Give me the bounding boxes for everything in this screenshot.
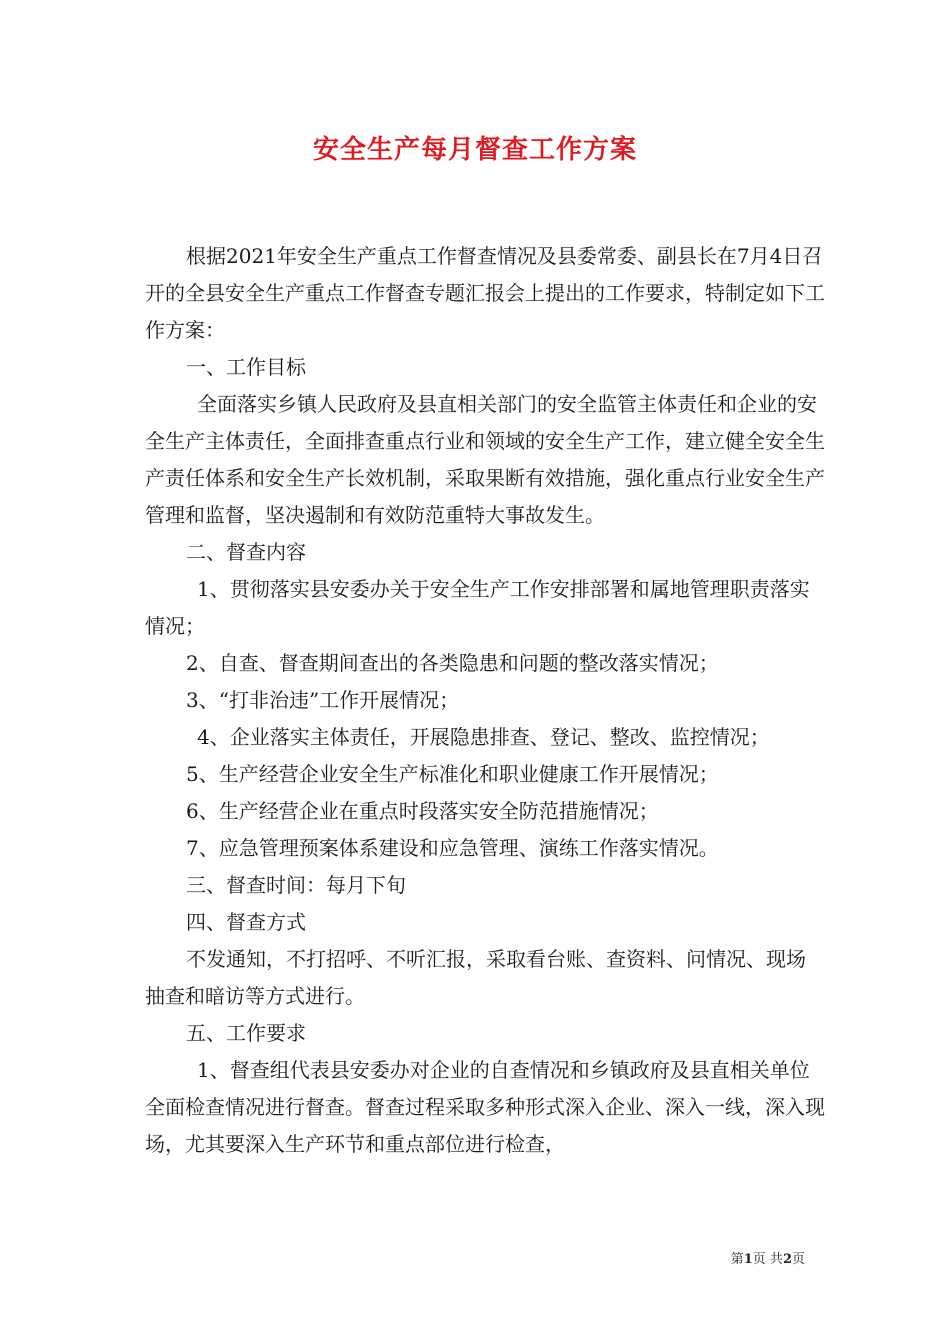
heading-inspection-time: 三、督查时间：每月下旬 bbox=[186, 873, 406, 897]
list-item-content-6: 6、生产经营企业在重点时段落实安全防范措施情况； bbox=[186, 799, 659, 823]
list-item-content-1: 1、贯彻落实县安委办关于安全生产工作安排部署和属地管理职责落实情况； bbox=[145, 577, 810, 638]
list-item-content-7: 7、应急管理预案体系建设和应急管理、演练工作落实情况。 bbox=[186, 836, 719, 860]
document-title: 安全生产每月督查工作方案 bbox=[312, 135, 637, 165]
page-footer bbox=[731, 1251, 805, 1269]
footer-prefix: 第 bbox=[730, 1252, 744, 1267]
list-item-content-2: 2、自查、督查期间查出的各类隐患和问题的整改落实情况； bbox=[186, 651, 719, 675]
footer-middle: 页 共 bbox=[752, 1252, 783, 1267]
paragraph-inspection-method: 不发通知，不打招呼、不听汇报，采取看台账、查资料、问情况、现场抽查和暗访等方式进行。 bbox=[145, 947, 806, 1008]
paragraph-requirement-1: 1、督查组代表县安委办对企业的自查情况和乡镇政府及县直相关单位全面检查情况进行督查。督查过程采取多种形式深入企业、深入一线，深入现场，尤其要深入生产环节和重点部位进行检查， bbox=[145, 1058, 825, 1156]
list-item-content-5: 5、生产经营企业安全生产标准化和职业健康工作开展情况； bbox=[186, 762, 719, 786]
footer-total-pages: 2 bbox=[782, 1252, 792, 1267]
footer-current-page: 1 bbox=[743, 1252, 753, 1267]
heading-inspection-method: 四、督查方式 bbox=[186, 910, 306, 934]
heading-inspection-content: 二、督查内容 bbox=[186, 540, 306, 564]
document-body bbox=[145, 238, 825, 1163]
list-item-content-4: 4、企业落实主体责任，开展隐患排查、登记、整改、监控情况； bbox=[197, 725, 770, 749]
heading-work-requirements: 五、工作要求 bbox=[186, 1021, 306, 1045]
paragraph-intro: 根据2021年安全生产重点工作督查情况及县委常委、副县长在7月4日召开的全县安全生产重点工作督查专题汇报会上提出的工作要求，特制定如下工作方案： bbox=[145, 244, 825, 342]
paragraph-work-goals: 全面落实乡镇人民政府及县直相关部门的安全监管主体责任和企业的安全生产主体责任，全面排查重点行业和领域的安全生产工作，建立健全安全生产责任体系和安全生产长效机制，采取果断有效措施，强化重点行业安全生产管理和监督，坚决遏制和有效防范重特大事故发生。 bbox=[145, 392, 825, 527]
list-item-content-3: 3、“打非治违”工作开展情况； bbox=[186, 688, 460, 712]
heading-work-goals: 一、工作目标 bbox=[186, 355, 306, 379]
footer-suffix: 页 bbox=[791, 1252, 805, 1267]
